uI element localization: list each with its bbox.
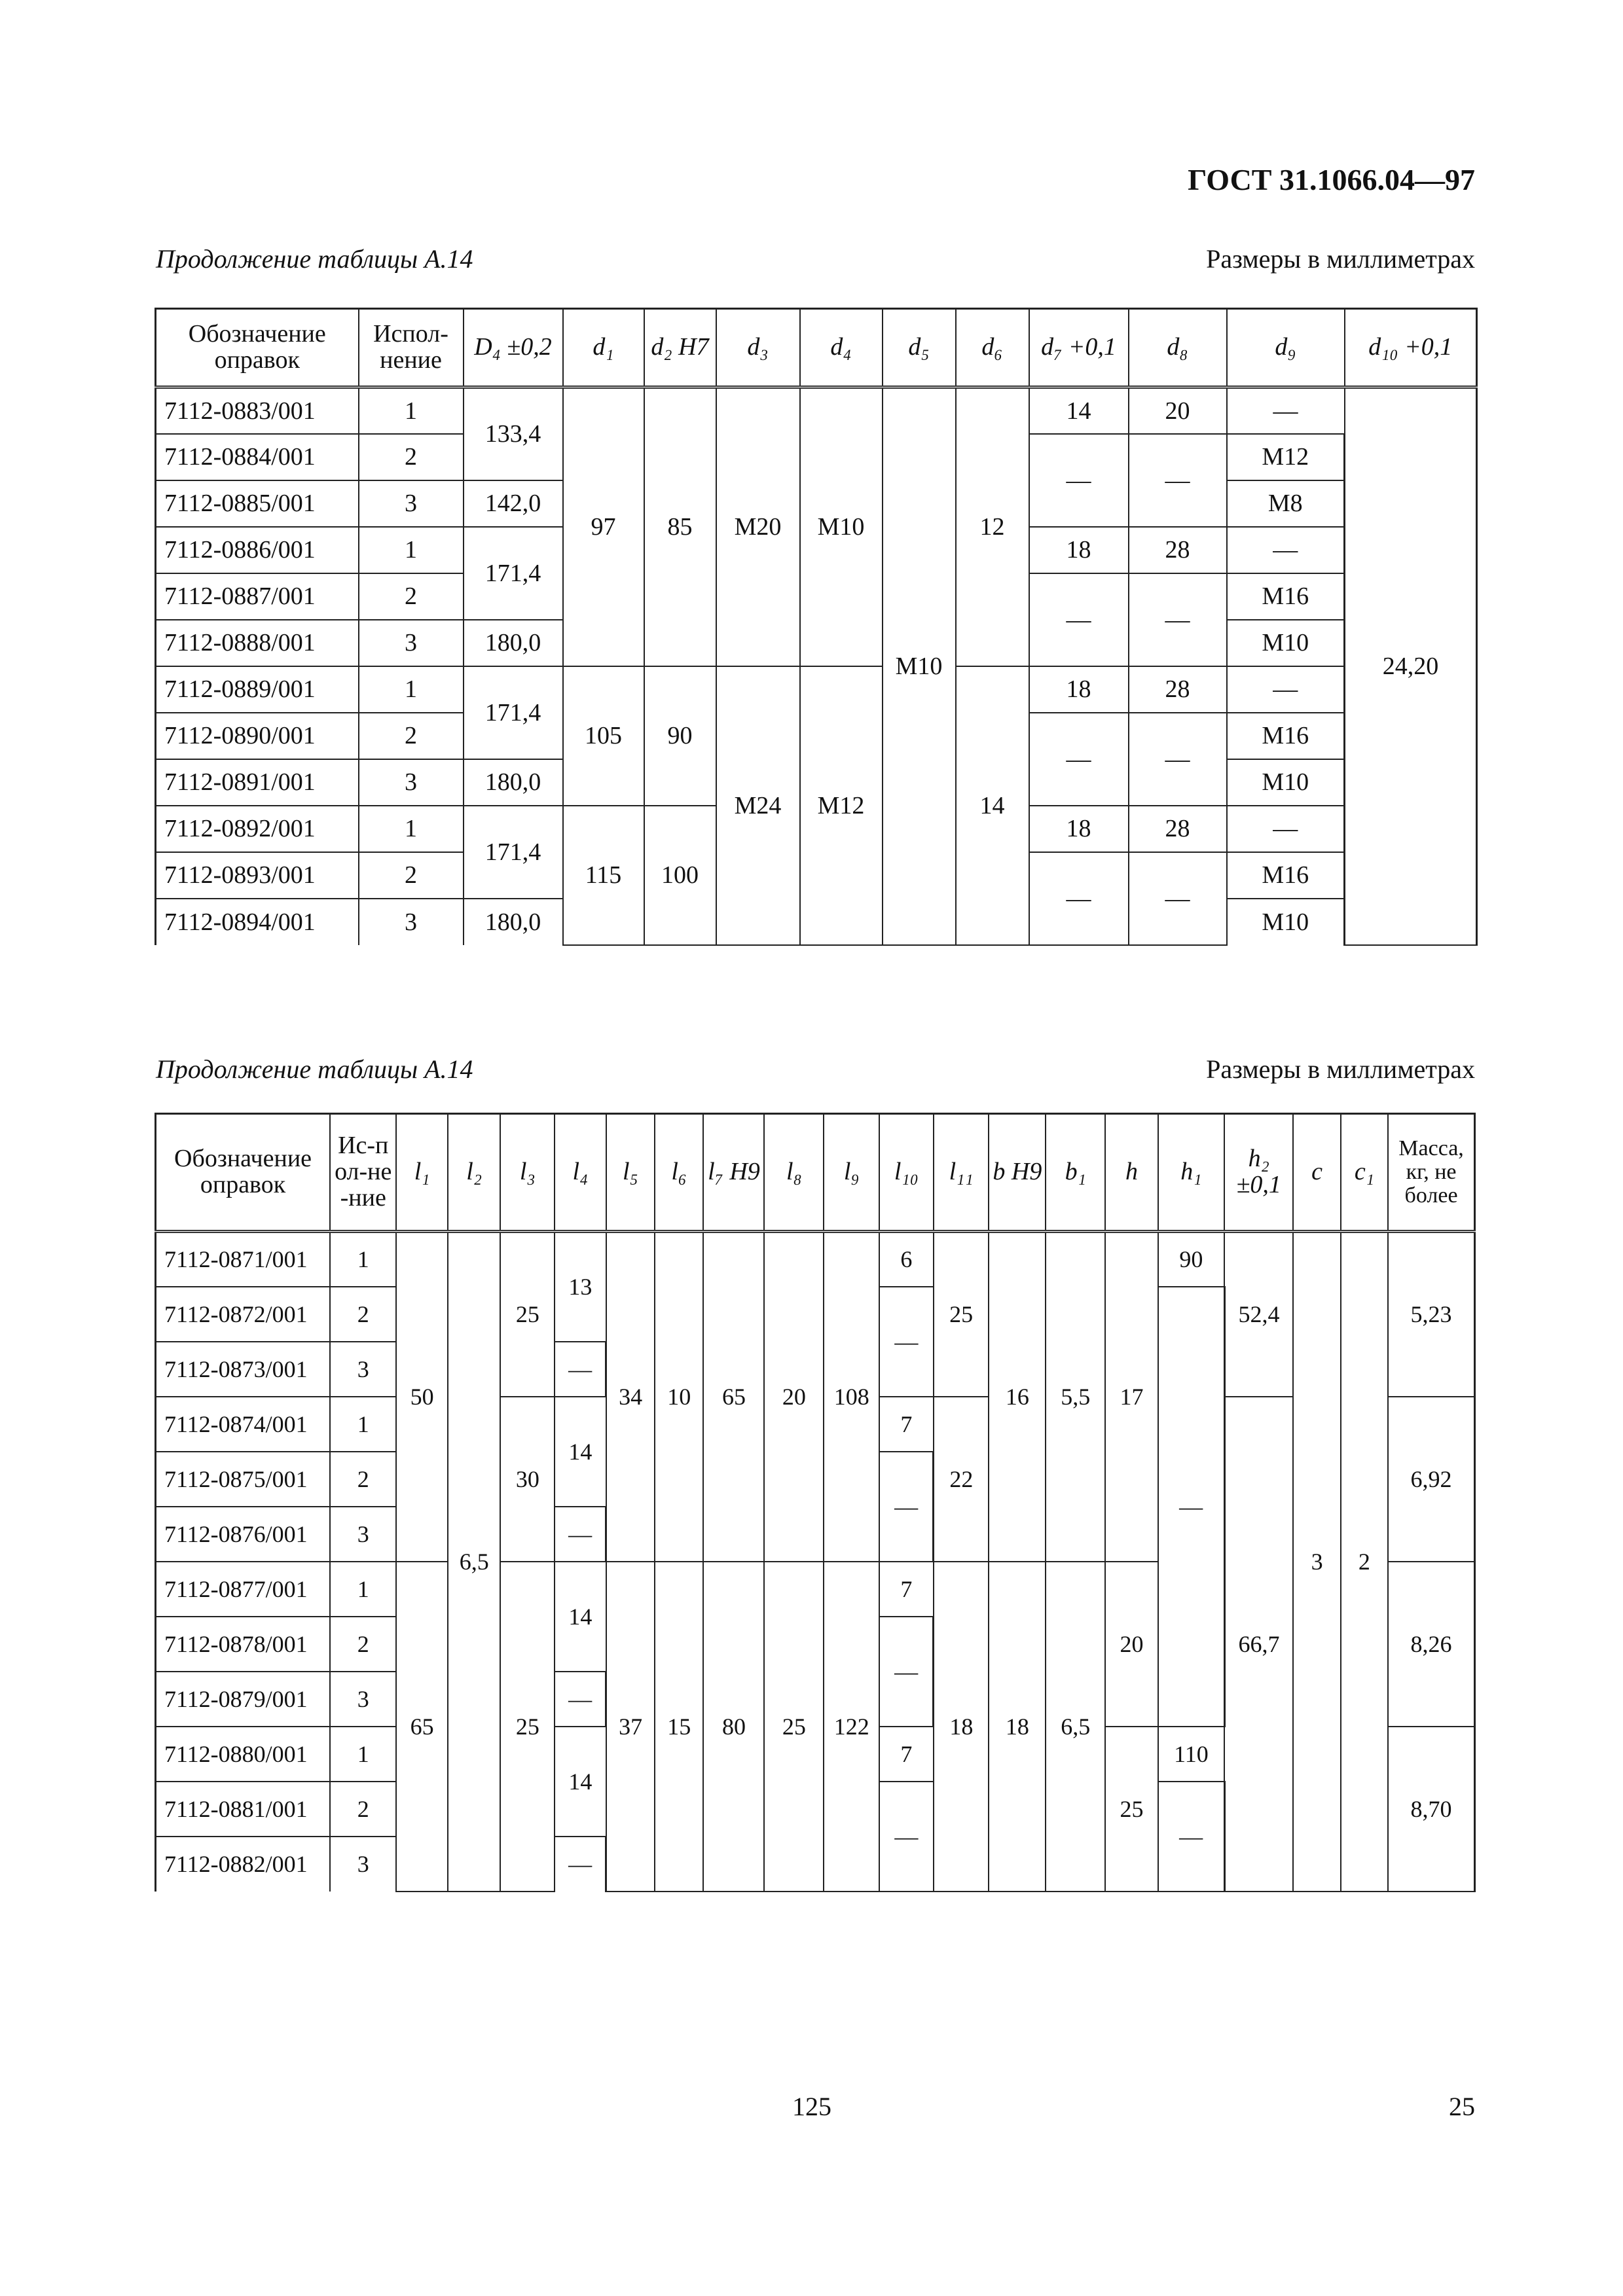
table-cell: 37 [606,1562,655,1892]
table-cell: 18 [989,1562,1046,1892]
table-cell: 1 [359,806,464,852]
table-cell: 17 [1105,1232,1158,1562]
table-cell: 108 [824,1232,879,1562]
table-cell: M20 [716,387,800,666]
table-cell: 6 [879,1232,934,1287]
table-cell: 7112-0877/001 [156,1562,331,1617]
table-cell: 3 [359,480,464,527]
table-cell: 171,4 [464,527,563,620]
col-d6: d₆ [956,309,1029,387]
table-cell: 7112-0888/001 [156,620,359,666]
col-d3: d₃ [716,309,800,387]
table-cell: 2 [359,713,464,759]
table-cell: 28 [1129,527,1227,573]
table-cell: 20 [1129,387,1227,434]
table-cell: 7112-0872/001 [156,1287,331,1342]
table-cell: 7112-0875/001 [156,1452,331,1507]
col-h2: h₂ ±0,1 [1224,1114,1293,1232]
table-cell: 7 [879,1397,934,1452]
table-cell: 14 [555,1727,606,1837]
table-cell: M24 [716,666,800,945]
table-cell: — [555,1837,606,1892]
col-d5: d₅ [883,309,956,387]
table2 [155,1113,1476,1892]
table-cell: 65 [703,1232,764,1562]
table-cell: — [1129,713,1227,806]
table-cell: 18 [1029,666,1129,713]
col-d8: d₈ [1129,309,1227,387]
table1-units: Размеры в миллиметрах [1206,244,1475,274]
table-cell: 142,0 [464,480,563,527]
table-cell: 2 [359,434,464,480]
table-cell: 14 [555,1562,606,1672]
table-cell: — [1129,434,1227,527]
col-c: c [1293,1114,1340,1232]
table-cell: — [555,1342,606,1397]
col-l10: l₁₀ [879,1114,934,1232]
table-cell: 18 [1029,806,1129,852]
table-cell: — [555,1507,606,1562]
table-cell: 115 [563,806,644,945]
table-cell: 18 [934,1562,989,1892]
table-cell: 2 [330,1617,396,1672]
table-cell: 7112-0891/001 [156,759,359,806]
table-cell: 16 [989,1232,1046,1562]
col-l11: l₁₁ [934,1114,989,1232]
table-cell: 7112-0892/001 [156,806,359,852]
col-c1: c₁ [1341,1114,1388,1232]
table-cell: 7112-0889/001 [156,666,359,713]
table-cell: 1 [359,666,464,713]
table-cell: 7 [879,1727,934,1782]
table-cell: 6,92 [1388,1397,1474,1562]
col-mass: Масса, кг, не более [1388,1114,1474,1232]
table-cell: — [879,1287,934,1397]
table-cell: 6,5 [448,1232,501,1892]
table-cell: — [1029,713,1129,806]
table-cell: 7112-0873/001 [156,1342,331,1397]
table-cell: 90 [1158,1232,1224,1287]
table-cell: — [1029,434,1129,527]
table-cell: M10 [800,387,883,666]
table-cell: — [1227,666,1345,713]
page-number: 125 [792,2092,831,2121]
table-cell: — [1029,852,1129,945]
table-cell: 3 [359,759,464,806]
table-cell: 171,4 [464,666,563,759]
col-h: h [1105,1114,1158,1232]
table-cell: — [879,1452,934,1562]
table-cell: M12 [800,666,883,945]
table-cell: 14 [555,1397,606,1507]
table-cell: 2 [359,573,464,620]
table-cell: 7112-0871/001 [156,1232,331,1287]
table-cell: 1 [330,1397,396,1452]
table-cell: 3 [359,899,464,945]
table-cell: 14 [1029,387,1129,434]
col-version: Испол-нение [359,309,464,387]
table1 [155,308,1478,946]
table-cell: — [1129,573,1227,666]
col-h1: h₁ [1158,1114,1224,1232]
table-cell: 7112-0878/001 [156,1617,331,1672]
table-cell: 3 [330,1837,396,1892]
table-cell: 7112-0883/001 [156,387,359,434]
table-cell: M8 [1227,480,1345,527]
table-cell: — [1158,1782,1224,1892]
table-cell: 1 [330,1232,396,1287]
table-cell: M16 [1227,573,1345,620]
table-cell: 6,5 [1046,1562,1105,1892]
col-d9: d₉ [1227,309,1345,387]
table-cell: 22 [934,1397,989,1562]
table-cell: 25 [500,1232,555,1397]
table-cell: 2 [330,1782,396,1837]
table-cell: 1 [359,387,464,434]
table-cell: 20 [764,1232,824,1562]
col-l6: l₆ [655,1114,703,1232]
table-cell: 80 [703,1562,764,1892]
table-cell: M10 [1227,759,1345,806]
table-cell: 8,70 [1388,1727,1474,1892]
table-cell: 7112-0876/001 [156,1507,331,1562]
table-cell: 2 [330,1287,396,1342]
table-cell: 50 [396,1232,448,1562]
table-cell: 65 [396,1562,448,1892]
table-cell: 180,0 [464,899,563,945]
table-cell: 97 [563,387,644,666]
table1-continuation: Продолжение таблицы А.14 [156,244,473,274]
col-d7: d₇ +0,1 [1029,309,1129,387]
table-cell: — [1029,573,1129,666]
table-cell: 7112-0894/001 [156,899,359,945]
standard-code: ГОСТ 31.1066.04—97 [1188,163,1475,196]
table-cell: 7112-0884/001 [156,434,359,480]
table-cell: M10 [1227,620,1345,666]
col-l1: l₁ [396,1114,448,1232]
col-d1: d₁ [563,309,644,387]
table-cell: — [1129,852,1227,945]
table-cell: 180,0 [464,759,563,806]
table-cell: 7112-0886/001 [156,527,359,573]
table-cell: 3 [330,1672,396,1727]
table-cell: 100 [644,806,716,945]
table-cell: 28 [1129,666,1227,713]
table-cell: 13 [555,1232,606,1342]
table-cell: — [1227,806,1345,852]
col-designation: Обозначение оправок [156,309,359,387]
table-cell: 3 [359,620,464,666]
table-cell: 122 [824,1562,879,1892]
table-cell: 7112-0874/001 [156,1397,331,1452]
table-cell: — [879,1617,934,1727]
table-cell: M10 [1227,899,1345,945]
table-cell: 15 [655,1562,703,1892]
table-cell: M12 [1227,434,1345,480]
table-cell: 180,0 [464,620,563,666]
table-cell: — [1158,1287,1224,1727]
table-cell: 105 [563,666,644,806]
table-cell: 3 [1293,1232,1340,1892]
table-cell: 7112-0890/001 [156,713,359,759]
col-l8: l₈ [764,1114,824,1232]
table-cell: — [555,1672,606,1727]
table-cell: 8,26 [1388,1562,1474,1727]
table-cell: M16 [1227,713,1345,759]
table-cell: 85 [644,387,716,666]
table-cell: 66,7 [1224,1397,1293,1892]
col-version: Ис-пол-не-ние [330,1114,396,1232]
table-cell: 25 [764,1562,824,1892]
table-cell: 7112-0882/001 [156,1837,331,1892]
table-cell: 5,23 [1388,1232,1474,1397]
table-cell: — [1227,387,1345,434]
col-l2: l₂ [448,1114,501,1232]
table2-continuation: Продолжение таблицы А.14 [156,1054,473,1084]
table-cell: 110 [1158,1727,1224,1782]
table-cell: 12 [956,387,1029,666]
table-cell: 28 [1129,806,1227,852]
table-cell: 7112-0879/001 [156,1672,331,1727]
table-cell: M10 [883,387,956,945]
table-cell: 3 [330,1507,396,1562]
col-d4: d₄ [800,309,883,387]
table-cell: 10 [655,1232,703,1562]
table-cell: 7112-0880/001 [156,1727,331,1782]
col-b: b H9 [989,1114,1046,1232]
table-cell: 52,4 [1224,1232,1293,1397]
table-cell: 7112-0893/001 [156,852,359,899]
table-cell: 14 [956,666,1029,945]
table-cell: 7112-0881/001 [156,1782,331,1837]
col-d10: d₁₀ +0,1 [1345,309,1477,387]
table-cell: 133,4 [464,387,563,480]
col-d2: d₂ H7 [644,309,716,387]
table-cell: 2 [359,852,464,899]
col-l9: l₉ [824,1114,879,1232]
table-cell: 25 [500,1562,555,1892]
table-cell: — [1227,527,1345,573]
col-designation: Обозначение оправок [156,1114,331,1232]
table-cell: 5,5 [1046,1232,1105,1562]
table-cell: 7112-0885/001 [156,480,359,527]
table-cell: 1 [330,1727,396,1782]
table-cell: 18 [1029,527,1129,573]
col-l7: l₇ H9 [703,1114,764,1232]
table-cell: 7 [879,1562,934,1617]
table-cell: M16 [1227,852,1345,899]
col-D4: D₄ ±0,2 [464,309,563,387]
table-cell: 1 [359,527,464,573]
table-cell: 34 [606,1232,655,1562]
table-cell: 2 [330,1452,396,1507]
table-cell: 3 [330,1342,396,1397]
col-l4: l₄ [555,1114,606,1232]
table-cell: 25 [934,1232,989,1397]
table-cell: 25 [1105,1727,1158,1892]
table-cell: 24,20 [1345,387,1477,945]
table-cell: 1 [330,1562,396,1617]
table-cell: 90 [644,666,716,806]
table-cell: 171,4 [464,806,563,899]
table2-units: Размеры в миллиметрах [1206,1054,1475,1084]
table-cell: 20 [1105,1562,1158,1727]
table-cell: 7112-0887/001 [156,573,359,620]
table-cell: — [879,1782,934,1892]
col-l3: l₃ [500,1114,555,1232]
table-cell: 30 [500,1397,555,1562]
col-b1: b₁ [1046,1114,1105,1232]
col-l5: l₅ [606,1114,655,1232]
page-number-right: 25 [1449,2092,1475,2121]
table-cell: 2 [1341,1232,1388,1892]
